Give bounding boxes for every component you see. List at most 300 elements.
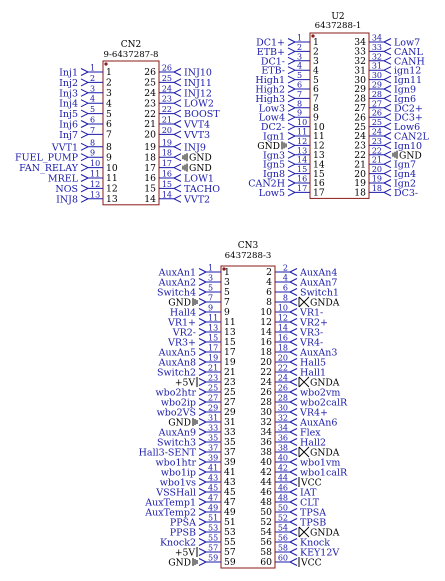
pin-number-outer: 41	[208, 463, 219, 473]
connector-ref-label: U2	[331, 12, 345, 22]
net-label: wbo2vm	[300, 387, 341, 399]
pin-lead	[81, 79, 88, 83]
pin-number-inner: 3	[106, 88, 112, 99]
pin-number-inner: 3	[224, 277, 230, 289]
net-label: AuxAn1	[158, 267, 196, 279]
pin-number-inner: 21	[354, 159, 366, 171]
pin-lead	[199, 549, 206, 553]
pin-number-inner: 31	[224, 417, 236, 429]
pin-number-inner: 37	[224, 447, 236, 459]
pin-number-inner: 43	[224, 477, 236, 489]
pin-lead	[384, 161, 391, 165]
pin-lead	[199, 279, 206, 283]
net-label: wbo1vm	[300, 457, 341, 469]
net-label: Low6	[394, 122, 421, 134]
net-label: LOW2	[184, 98, 214, 110]
net-label: MREL	[47, 173, 78, 185]
pin-lead	[290, 309, 297, 313]
connector-part-number: 6437288-1	[314, 21, 362, 31]
pin-number-outer: 25	[208, 383, 219, 393]
pin-lead	[81, 195, 88, 199]
net-label: Ign11	[394, 75, 423, 87]
net-label: CAN2L	[394, 131, 429, 143]
pin-number-outer: 40	[277, 453, 288, 463]
pin-lead	[288, 114, 295, 118]
supply-net-label: +5V	[174, 377, 195, 389]
pin-number-outer: 11	[208, 313, 219, 323]
pin-lead	[384, 76, 391, 80]
net-label: Ign2	[394, 178, 416, 190]
connector-part-number: 9-6437287-8	[103, 50, 159, 60]
pin-number-inner: 23	[354, 140, 366, 152]
pin-number-inner: 25	[224, 387, 236, 399]
pin-number-outer: 36	[277, 433, 288, 443]
ground-cross	[299, 377, 309, 387]
net-label: Flex	[300, 427, 321, 439]
pin-number-inner: 4	[106, 98, 112, 110]
pin-number-outer: 23	[371, 136, 382, 146]
pin-number-outer: 22	[371, 146, 382, 156]
pin-lead	[199, 539, 206, 543]
pin-lead	[290, 499, 297, 503]
net-label: TACHO	[184, 183, 221, 195]
pin-number-inner: 22	[354, 150, 366, 161]
pin-lead	[288, 142, 295, 146]
pin-number-outer: 48	[277, 493, 288, 503]
pin-number-inner: 3	[313, 56, 319, 67]
pin-number-inner: 7	[313, 93, 319, 105]
pin-lead	[199, 469, 206, 473]
pin-lead	[199, 309, 206, 313]
pin-number-inner: 50	[260, 507, 272, 519]
net-label: Inj1	[59, 67, 78, 79]
net-label: Knock	[300, 537, 331, 549]
ground-net-label: GND	[257, 140, 280, 152]
pin-number-inner: 26	[354, 112, 366, 124]
analog-ground-symbol	[299, 527, 309, 537]
pin-number-outer: 16	[161, 169, 172, 179]
pin-number-inner: 6	[106, 119, 112, 131]
pin-lead	[199, 459, 206, 463]
pin-number-outer: 32	[371, 52, 382, 62]
pin-number-outer: 1	[297, 33, 303, 43]
net-label: Hall4	[169, 307, 196, 319]
pin-number-outer: 16	[277, 333, 288, 343]
pin-lead	[174, 89, 181, 93]
pin-number-outer: 20	[371, 165, 382, 175]
pin-number-outer: 21	[161, 115, 172, 125]
pin-number-inner: 48	[260, 497, 272, 509]
pin-lead	[290, 549, 297, 553]
pin-number-outer: 12	[277, 313, 288, 323]
pin-lead	[290, 399, 297, 403]
net-label: FAN_RELAY	[19, 163, 78, 175]
pin-number-outer: 34	[277, 423, 288, 433]
pin-number-inner: 45	[224, 487, 236, 499]
net-label: NOS	[55, 183, 78, 195]
pin-lead	[290, 529, 297, 533]
pin-number-outer: 12	[297, 136, 308, 146]
pin-number-inner: 2	[313, 46, 319, 58]
pin-number-inner: 55	[224, 537, 236, 549]
net-label: DC1+	[256, 37, 285, 49]
pin-number-inner: 19	[144, 142, 156, 153]
pin-number-outer: 38	[277, 443, 288, 453]
pin-number-outer: 7	[90, 125, 96, 135]
vcc-net-label: VCC	[301, 557, 322, 569]
pin-lead	[384, 133, 391, 137]
net-label: VSSHall	[156, 487, 196, 499]
net-label: FUEL_PUMP	[15, 152, 78, 164]
net-label: Inj4	[59, 98, 78, 110]
pin-number-inner: 10	[260, 307, 272, 319]
pin-number-outer: 18	[371, 183, 382, 193]
pin-number-outer: 6	[282, 283, 288, 293]
pin-number-outer: 19	[208, 353, 219, 363]
pin-number-inner: 34	[260, 427, 272, 439]
ground-cross	[299, 527, 309, 537]
pin-lead	[199, 349, 206, 353]
pin-number-outer: 25	[161, 73, 172, 83]
pin-number-inner: 40	[260, 457, 272, 469]
pin-number-inner: 13	[224, 327, 236, 339]
pin-lead	[288, 48, 295, 52]
pin-lead	[384, 48, 391, 52]
pin-lead	[199, 429, 206, 433]
pin-number-inner: 36	[260, 437, 272, 449]
ground-cross	[299, 447, 309, 457]
pin-number-inner: 8	[266, 297, 272, 309]
pin-lead	[288, 76, 295, 80]
pin-lead	[81, 199, 103, 203]
net-label: AuxAn4	[300, 267, 338, 279]
pin-number-outer: 19	[371, 174, 382, 184]
pin-number-inner: 24	[144, 88, 156, 99]
pin-number-inner: 31	[354, 65, 366, 77]
pin-number-outer: 21	[371, 155, 382, 165]
net-label: wbo1htr	[155, 457, 196, 469]
pin-number-inner: 25	[144, 77, 156, 89]
net-label: VVT2	[184, 194, 211, 206]
pin-lead	[288, 39, 295, 43]
pin-number-inner: 9	[224, 307, 230, 319]
pin-number-inner: 6	[266, 287, 272, 299]
pin-number-inner: 20	[354, 168, 366, 180]
pin-number-outer: 3	[208, 273, 214, 283]
pin-number-outer: 11	[297, 127, 308, 137]
net-label: Ign9	[394, 84, 416, 96]
pin-number-inner: 7	[106, 129, 112, 141]
pin-number-outer: 4	[90, 94, 96, 104]
pin-number-outer: 33	[208, 423, 219, 433]
pin-number-outer: 17	[297, 183, 308, 193]
pin-number-inner: 18	[354, 187, 366, 199]
pin-lead	[290, 379, 297, 383]
net-label: wbo2htr	[155, 387, 196, 399]
pin-lead	[81, 89, 88, 93]
pin-lead	[199, 449, 206, 453]
pin-number-inner: 13	[106, 194, 118, 205]
pin-number-outer: 14	[297, 155, 308, 165]
pin-number-outer: 37	[208, 443, 219, 453]
pin-lead	[174, 100, 181, 104]
pin-number-outer: 10	[90, 159, 101, 169]
pin-number-outer: 26	[161, 63, 172, 73]
pin-number-outer: 47	[208, 493, 219, 503]
net-label: Ign5	[263, 159, 285, 171]
pin-number-outer: 22	[277, 363, 288, 373]
pin-lead	[384, 142, 391, 146]
pin-number-inner: 34	[354, 37, 366, 49]
pin-number-inner: 33	[354, 46, 366, 58]
pin-lead	[290, 319, 297, 323]
pin-number-outer: 52	[277, 513, 288, 523]
pin-lead	[384, 189, 391, 193]
net-label: Ign7	[394, 159, 416, 171]
pin-lead	[290, 339, 297, 343]
ground-symbol	[193, 298, 197, 306]
pin-number-inner: 30	[260, 407, 272, 419]
net-label: Hall5	[300, 357, 327, 369]
net-label: Low5	[258, 187, 285, 199]
net-label: wbo2ip	[160, 397, 196, 409]
pin-lead	[199, 509, 206, 513]
ground-net-label: GND	[168, 557, 191, 569]
net-label: Low3	[258, 103, 285, 115]
net-label: VVT4	[184, 119, 211, 131]
ground-symbol	[282, 141, 286, 149]
net-label: ign12	[394, 65, 422, 77]
pin-number-inner: 23	[144, 98, 156, 110]
pin-number-inner: 32	[354, 56, 366, 67]
pin-number-inner: 4	[313, 65, 319, 77]
supply-net-label: +5V	[174, 547, 195, 559]
pin-number-outer: 27	[371, 99, 382, 109]
pin-number-inner: 12	[313, 140, 325, 152]
net-label: AuxAn5	[158, 347, 196, 359]
net-label: INJ10	[184, 67, 212, 79]
pin-lead	[81, 100, 88, 104]
pin-number-inner: 11	[224, 317, 236, 329]
pin-lead	[290, 449, 297, 453]
net-label: CANL	[394, 46, 423, 58]
pin-number-outer: 4	[282, 273, 288, 283]
pin-number-outer: 60	[277, 553, 288, 563]
pin-lead	[384, 170, 391, 174]
pin-lead	[199, 529, 206, 533]
pin-number-outer: 9	[90, 148, 96, 158]
pin-lead	[81, 121, 88, 125]
pin-number-inner: 19	[224, 357, 236, 369]
pin-number-inner: 54	[260, 527, 272, 539]
pin-number-outer: 15	[161, 179, 172, 189]
pin-number-outer: 26	[371, 108, 382, 118]
pin-number-outer: 2	[90, 73, 96, 83]
pin-lead	[288, 123, 295, 127]
connector-part-number: 6437288-3	[224, 251, 272, 261]
net-label: VR3-	[300, 327, 324, 339]
pin-lead	[199, 329, 206, 333]
net-label: Inj5	[59, 109, 78, 121]
pin-number-inner: 11	[313, 131, 325, 143]
net-label: Switch4	[157, 287, 196, 299]
pin-lead	[384, 114, 391, 118]
net-label: AuxTemp1	[145, 497, 196, 509]
net-label: AuxAn6	[300, 417, 338, 429]
net-label: wbo1ip	[160, 467, 196, 479]
net-label: High2	[255, 84, 285, 96]
net-label: Switch3	[157, 437, 196, 449]
connector-cn2	[15, 40, 220, 205]
pin-lead	[288, 180, 295, 184]
net-label: VR3+	[167, 337, 196, 349]
pin-lead	[288, 151, 295, 155]
pin-lead	[384, 67, 391, 71]
net-label: Ign6	[394, 93, 416, 105]
connector-cn3	[139, 241, 348, 569]
pin-number-inner: 1	[313, 37, 319, 49]
pin-lead	[290, 369, 297, 373]
pin-number-inner: 58	[260, 547, 272, 559]
pin-number-inner: 18	[144, 152, 156, 164]
pin-lead	[199, 409, 206, 413]
net-label: PPSB	[169, 527, 196, 539]
pin-lead	[290, 429, 297, 433]
net-label: Ign1	[263, 131, 285, 143]
pin-lead	[199, 519, 206, 523]
pin-number-inner: 12	[260, 317, 272, 329]
pin-number-outer: 58	[277, 543, 288, 553]
net-label: INJ8	[56, 194, 78, 206]
pin-number-inner: 17	[144, 162, 156, 174]
pin-lead	[174, 185, 181, 189]
pin-number-inner: 9	[313, 112, 319, 124]
pin-lead	[288, 133, 295, 137]
pin-lead	[199, 319, 206, 323]
pin-number-outer: 20	[161, 125, 172, 135]
analog-ground-symbol	[299, 377, 309, 387]
pin-number-outer: 11	[90, 169, 101, 179]
ground-symbol	[393, 151, 397, 159]
pin-number-outer: 13	[208, 323, 219, 333]
pin-number-outer: 24	[277, 373, 288, 383]
pin-number-outer: 21	[208, 363, 219, 373]
pin-number-outer: 44	[277, 473, 288, 483]
pin-number-outer: 3	[90, 84, 96, 94]
pin-number-inner: 26	[144, 67, 156, 79]
pin-number-outer: 29	[208, 403, 219, 413]
pin-number-outer: 23	[208, 373, 219, 383]
pin-lead	[81, 110, 88, 114]
pin-number-inner: 35	[224, 437, 236, 449]
pin-number-outer: 5	[208, 283, 214, 293]
pin-lead	[199, 359, 206, 363]
pin-number-outer: 1	[208, 263, 214, 273]
pin-lead	[199, 499, 206, 503]
pin-number-inner: 56	[260, 537, 272, 549]
pin-number-inner: 32	[260, 417, 272, 429]
net-label: ETB-	[261, 65, 285, 77]
pin-number-inner: 5	[224, 287, 230, 299]
pin-number-outer: 27	[208, 393, 219, 403]
pin-number-inner: 44	[260, 477, 272, 489]
pin-number-outer: 24	[371, 127, 382, 137]
pin-number-outer: 50	[277, 503, 288, 513]
pin-number-inner: 23	[224, 377, 236, 389]
net-label: AuxTemp2	[145, 507, 196, 519]
pin-number-inner: 7	[224, 297, 230, 309]
pin-number-inner: 14	[313, 159, 325, 171]
pin-number-outer: 14	[277, 323, 288, 333]
pin-number-outer: 24	[161, 84, 172, 94]
pin-lead	[199, 479, 206, 483]
net-label: DC3-	[394, 187, 419, 199]
pin-lead	[290, 539, 297, 543]
pin-number-outer: 31	[208, 413, 219, 423]
pin-lead	[199, 269, 206, 273]
pin-number-outer: 53	[208, 523, 219, 533]
pin-number-inner: 24	[354, 131, 366, 143]
pin-number-inner: 29	[224, 407, 236, 419]
pin-number-outer: 2	[282, 263, 288, 273]
pin-number-inner: 28	[260, 397, 272, 409]
pin-lead	[199, 299, 206, 303]
pin-number-inner: 27	[354, 103, 366, 114]
pin-number-inner: 42	[260, 467, 272, 479]
pin-lead	[384, 151, 391, 155]
net-label: BOOST	[184, 109, 220, 121]
pin-number-outer: 22	[161, 105, 172, 115]
pin-lead	[174, 195, 181, 199]
pin-lead	[174, 79, 181, 83]
pin-number-outer: 29	[371, 80, 382, 90]
net-label: VVT1	[51, 142, 78, 154]
net-label: AuxAn3	[300, 347, 338, 359]
net-label: VR4-	[300, 337, 324, 349]
ground-net-label: GND	[189, 152, 212, 164]
pin-number-outer: 31	[371, 61, 382, 71]
pin-lead	[81, 164, 88, 168]
net-label: TPSB	[300, 517, 327, 529]
analog-ground-net-label: GNDA	[310, 447, 340, 459]
net-label: KEY12V	[300, 547, 340, 559]
pin-number-inner: 20	[260, 357, 272, 369]
pin-number-inner: 21	[144, 119, 156, 131]
net-label: Low4	[258, 112, 285, 124]
pin-lead	[288, 95, 295, 99]
ground-net-label: GND	[189, 163, 212, 175]
pin-number-inner: 22	[144, 108, 156, 120]
pin-lead	[288, 104, 295, 108]
pin-lead	[174, 143, 181, 147]
pin-number-inner: 52	[260, 517, 272, 529]
pin-lead	[290, 299, 297, 303]
analog-ground-net-label: GNDA	[310, 297, 340, 309]
net-label: Inj7	[59, 129, 78, 141]
pin-number-inner: 5	[313, 74, 319, 86]
pin-lead	[288, 170, 295, 174]
pin-number-inner: 17	[224, 347, 236, 359]
pin-number-inner: 14	[144, 194, 156, 205]
pin-number-inner: 8	[313, 103, 319, 114]
pin-number-outer: 54	[277, 523, 288, 533]
pin-number-outer: 8	[90, 138, 96, 148]
pin-number-inner: 16	[313, 178, 325, 190]
pin-lead	[290, 329, 297, 333]
pin-lead	[384, 57, 391, 61]
pin-number-outer: 15	[208, 333, 219, 343]
pin-lead	[174, 121, 181, 125]
